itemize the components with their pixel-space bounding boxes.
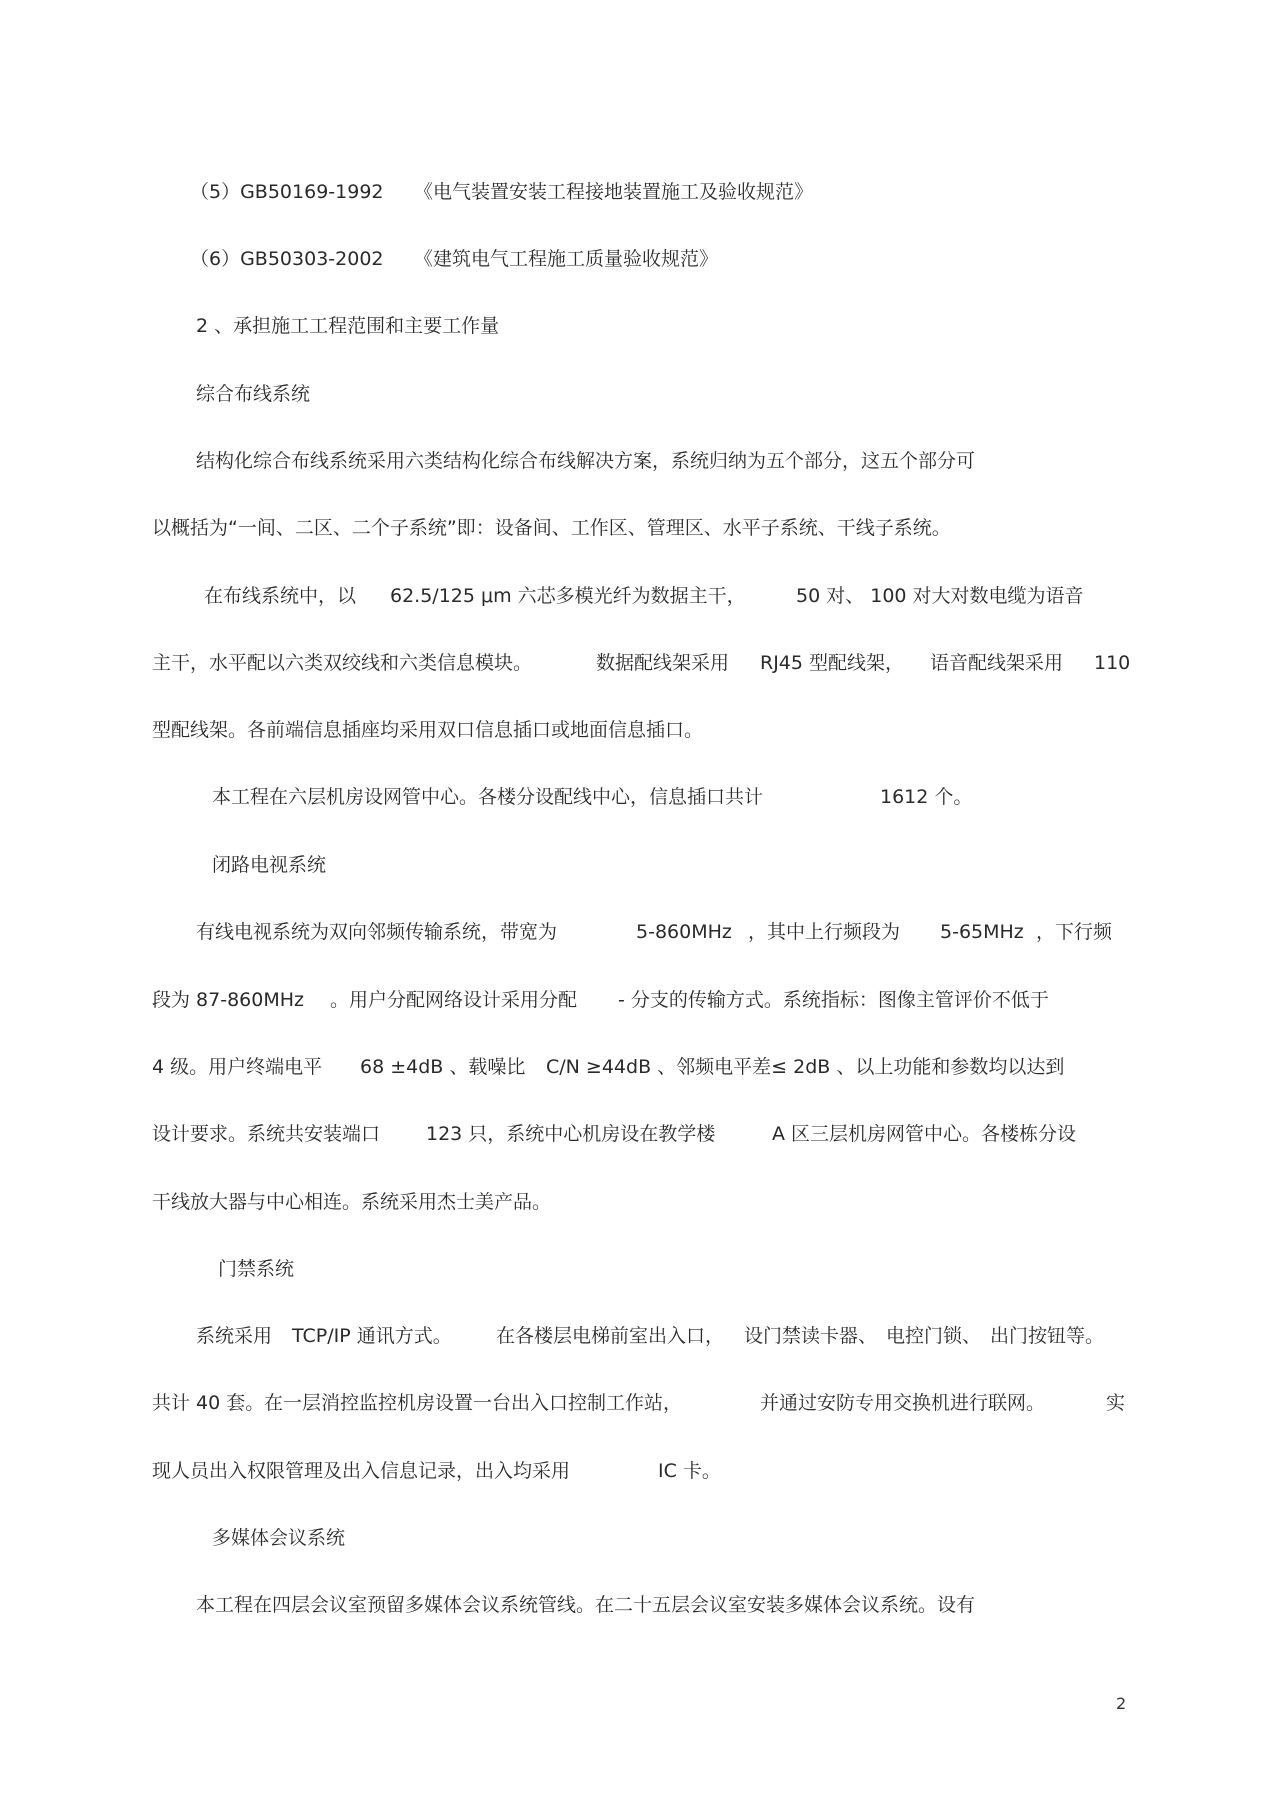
text-segment: C/N ≥44dB 、邻频电平差≤ 2dB 、以上功能和参数均以达到 — [546, 1056, 1065, 1078]
text-segment: ，下行频 — [1036, 921, 1113, 943]
text-segment: 1612 个。 — [880, 786, 973, 808]
text-segment: 段为 87-860MHz — [152, 989, 304, 1011]
text-segment: 系统采用 — [196, 1325, 273, 1347]
text-segment: 本工程在六层机房设网管中心。各楼分设配线中心，信息插口共计 — [212, 786, 764, 808]
text-segment: ，其中上行频段为 — [748, 921, 901, 943]
text-segment: 实 — [1106, 1392, 1126, 1414]
text-segment: RJ45 型配线架， — [760, 652, 905, 674]
text-segment: 设计要求。系统共安装端口 — [152, 1123, 381, 1145]
text-segment: 68 ±4dB 、载噪比 — [360, 1056, 526, 1078]
text-segment: 设门禁读卡器、 — [744, 1325, 878, 1347]
heading-text: 闭路电视系统 — [212, 854, 327, 876]
text-segment: 123 只，系统中心机房设在教学楼 — [426, 1123, 716, 1145]
text-segment: IC 卡。 — [658, 1460, 721, 1482]
heading-text: 多媒体会议系统 — [212, 1527, 346, 1549]
text-segment: 4 级。用户终端电平 — [152, 1056, 323, 1078]
standard-code: （5）GB50169-1992 — [190, 181, 384, 203]
heading-text: 综合布线系统 — [196, 383, 311, 405]
text-segment: 62.5/125 μm 六芯多模光纤为数据主干， — [390, 585, 746, 607]
heading-text: 门禁系统 — [218, 1258, 295, 1280]
text-segment: 在一层消控监控机房设置一台出入口控制工作站， — [264, 1392, 683, 1414]
heading-text: 2 、承担施工工程范围和主要工作量 — [196, 315, 500, 337]
text-segment: 并通过安防专用交换机进行联网。 — [760, 1392, 1046, 1414]
text-segment: 现人员出入权限管理及出入信息记录，出入均采用 — [152, 1460, 571, 1482]
text-segment: 有线电视系统为双向邻频传输系统，带宽为 — [196, 921, 558, 943]
text-segment: 5-65MHz — [940, 921, 1024, 943]
text-segment: 50 对、 100 对大对数电缆为语音 — [796, 585, 1084, 607]
text-segment: 型配线架。各前端信息插座均采用双口信息插口或地面信息插口。 — [152, 719, 704, 741]
text-segment: 主干，水平配以六类双绞线和六类信息模块。 — [152, 652, 533, 674]
text-segment: 。用户分配网络设计采用分配 — [330, 989, 578, 1011]
text-segment: 结构化综合布线系统采用六类结构化综合布线解决方案，系统归纳为五个部分，这五个部分可 — [196, 450, 976, 472]
text-segment: 在布线系统中，以 — [204, 585, 357, 607]
standard-title: 《建筑电气工程施工质量验收规范》 — [414, 248, 719, 270]
text-segment: 5-860MHz — [636, 921, 732, 943]
text-segment: 数据配线架采用 — [596, 652, 730, 674]
text-segment: 语音配线架采用 — [930, 652, 1064, 674]
text-segment: 以概括为“一间、二区、二个子系统”即：设备间、工作区、管理区、水平子系统、干线子系统。 — [152, 517, 951, 539]
standard-code: （6）GB50303-2002 — [190, 248, 384, 270]
text-segment: TCP/IP 通讯方式。 — [292, 1325, 452, 1347]
text-segment: - 分支的传输方式。系统指标：图像主管评价不低于 — [618, 989, 1049, 1011]
text-segment: 共计 40 套。 — [152, 1392, 265, 1414]
text-segment: 电控门锁、 — [886, 1325, 982, 1347]
page-number: 2 — [1116, 1694, 1127, 1713]
text-segment: 出门按钮等。 — [990, 1325, 1105, 1347]
text-segment: A 区三层机房网管中心。各楼栋分设 — [772, 1123, 1077, 1145]
standard-title: 《电气装置安装工程接地装置施工及验收规范》 — [414, 181, 814, 203]
text-segment: 干线放大器与中心相连。系统采用杰士美产品。 — [152, 1191, 552, 1213]
text-segment: 在各楼层电梯前室出入口， — [496, 1325, 725, 1347]
text-segment: 110 — [1094, 652, 1131, 674]
text-segment: 本工程在四层会议室预留多媒体会议系统管线。在二十五层会议室安装多媒体会议系统。设有 — [196, 1594, 976, 1616]
